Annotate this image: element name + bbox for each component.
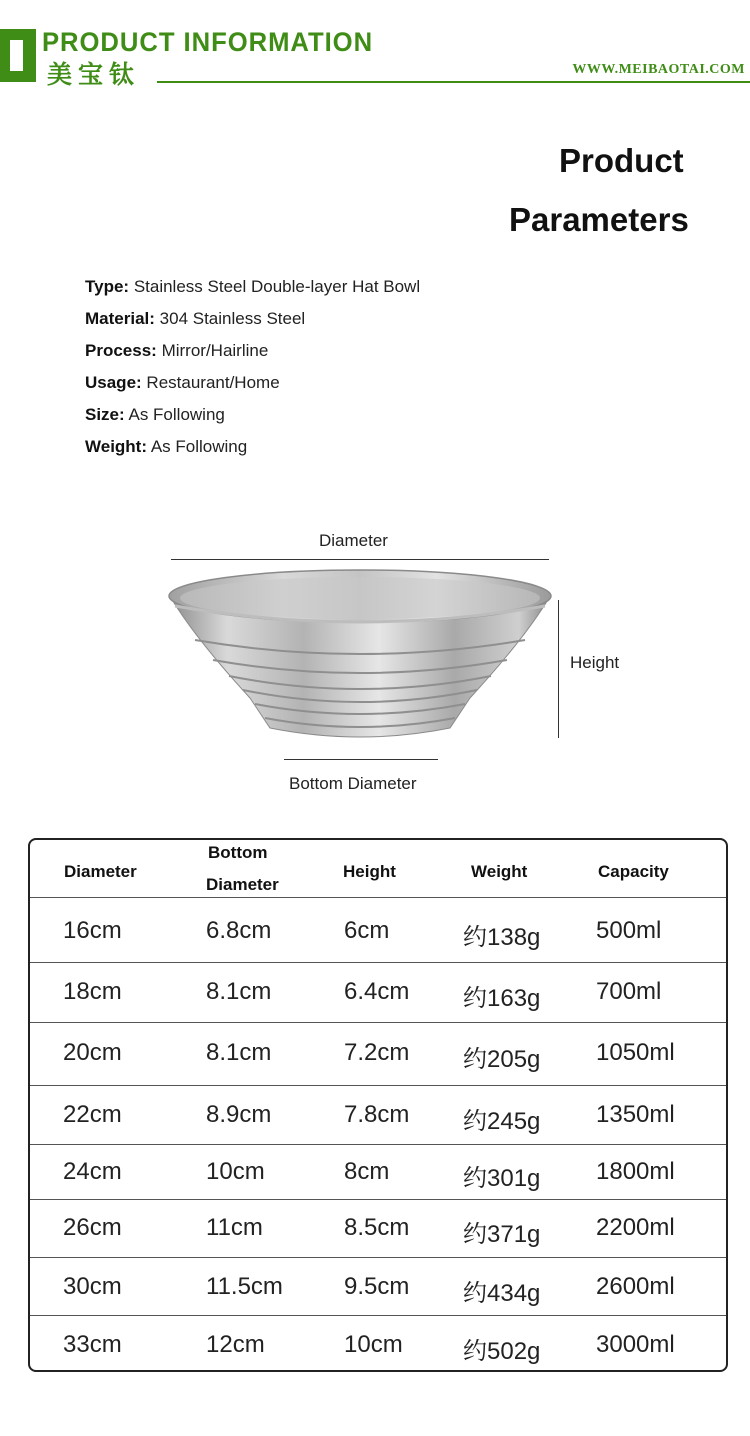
- bowl-diagram: [0, 520, 750, 810]
- cell-height: 10cm: [344, 1331, 403, 1358]
- diameter-line: [171, 559, 549, 560]
- cell-capacity: 3000ml: [596, 1331, 675, 1358]
- cell-bottom: 10cm: [206, 1158, 265, 1185]
- stainless-bowl-image: [165, 568, 555, 746]
- cell-bottom: 12cm: [206, 1331, 265, 1358]
- header-title: PRODUCT INFORMATION: [42, 27, 374, 57]
- table-row: [30, 897, 726, 963]
- cell-weight: 约301g: [463, 1165, 541, 1192]
- cell-height: 6cm: [344, 917, 390, 944]
- cell-weight: 约502g: [463, 1338, 541, 1365]
- table-row: [30, 1258, 726, 1316]
- table-row: [30, 1086, 726, 1145]
- cell-weight: 约245g: [463, 1108, 541, 1135]
- cell-diameter: 18cm: [63, 978, 122, 1005]
- cell-height: 6.4cm: [344, 978, 410, 1005]
- th-bottom-line1: Bottom: [208, 843, 268, 862]
- param-type: Type: Stainless Steel Double-layer Hat Bowl: [85, 277, 421, 296]
- cell-height: 9.5cm: [344, 1273, 410, 1300]
- th-weight: Weight: [471, 862, 528, 881]
- cell-bottom: 11.5cm: [206, 1273, 283, 1300]
- header-divider: [157, 81, 750, 83]
- param-material: Material: 304 Stainless Steel: [85, 309, 306, 328]
- cell-height: 8.5cm: [344, 1214, 410, 1241]
- cell-weight: 约434g: [463, 1280, 541, 1307]
- bottom-diameter-line: [284, 759, 438, 760]
- cell-bottom: 8.1cm: [206, 1039, 272, 1066]
- cell-weight: 约371g: [463, 1221, 541, 1248]
- cell-capacity: 2200ml: [596, 1214, 675, 1241]
- cell-diameter: 24cm: [63, 1158, 122, 1185]
- th-height: Height: [343, 862, 396, 881]
- cell-bottom: 8.9cm: [206, 1101, 272, 1128]
- header-logo-bar: [10, 40, 23, 71]
- cell-height: 7.2cm: [344, 1039, 410, 1066]
- size-table: [28, 838, 728, 1372]
- bottom-diameter-label: Bottom Diameter: [289, 774, 417, 793]
- cell-diameter: 26cm: [63, 1214, 122, 1241]
- param-size: Size: As Following: [85, 405, 225, 424]
- cell-capacity: 2600ml: [596, 1273, 675, 1300]
- cell-capacity: 1050ml: [596, 1039, 675, 1066]
- cell-diameter: 30cm: [63, 1273, 122, 1300]
- table-header: [30, 840, 726, 898]
- cell-bottom: 8.1cm: [206, 978, 272, 1005]
- param-weight: Weight: As Following: [85, 437, 248, 456]
- brand-name-cn: 美宝钛: [47, 60, 141, 89]
- cell-height: 8cm: [344, 1158, 390, 1185]
- section-title-line2: Parameters: [509, 201, 689, 238]
- th-bottom-line2: Diameter: [206, 875, 279, 894]
- brand-url[interactable]: WWW.MEIBAOTAI.COM: [572, 62, 745, 77]
- cell-weight: 约163g: [463, 985, 541, 1012]
- cell-capacity: 1800ml: [596, 1158, 675, 1185]
- section-title-line1: Product: [559, 142, 684, 179]
- table-row: [30, 1316, 726, 1372]
- cell-diameter: 20cm: [63, 1039, 122, 1066]
- cell-weight: 约205g: [463, 1046, 541, 1073]
- table-row: [30, 1023, 726, 1086]
- param-process: Process: Mirror/Hairline: [85, 341, 269, 360]
- cell-capacity: 500ml: [596, 917, 662, 944]
- diameter-label: Diameter: [319, 531, 388, 550]
- cell-height: 7.8cm: [344, 1101, 410, 1128]
- cell-weight: 约138g: [463, 924, 541, 951]
- cell-diameter: 16cm: [63, 917, 122, 944]
- height-line: [558, 600, 559, 738]
- cell-bottom: 6.8cm: [206, 917, 272, 944]
- table-row: [30, 1145, 726, 1200]
- height-label: Height: [570, 653, 620, 672]
- table-row: [30, 1200, 726, 1258]
- cell-diameter: 22cm: [63, 1101, 122, 1128]
- cell-diameter: 33cm: [63, 1331, 122, 1358]
- table-row: [30, 963, 726, 1023]
- param-usage: Usage: Restaurant/Home: [85, 373, 280, 392]
- cell-capacity: 1350ml: [596, 1101, 675, 1128]
- th-capacity: Capacity: [598, 862, 669, 881]
- param-list: [85, 271, 420, 463]
- header-logo-block: [0, 29, 36, 82]
- th-diameter: Diameter: [64, 862, 137, 881]
- cell-bottom: 11cm: [206, 1214, 263, 1241]
- cell-capacity: 700ml: [596, 978, 662, 1005]
